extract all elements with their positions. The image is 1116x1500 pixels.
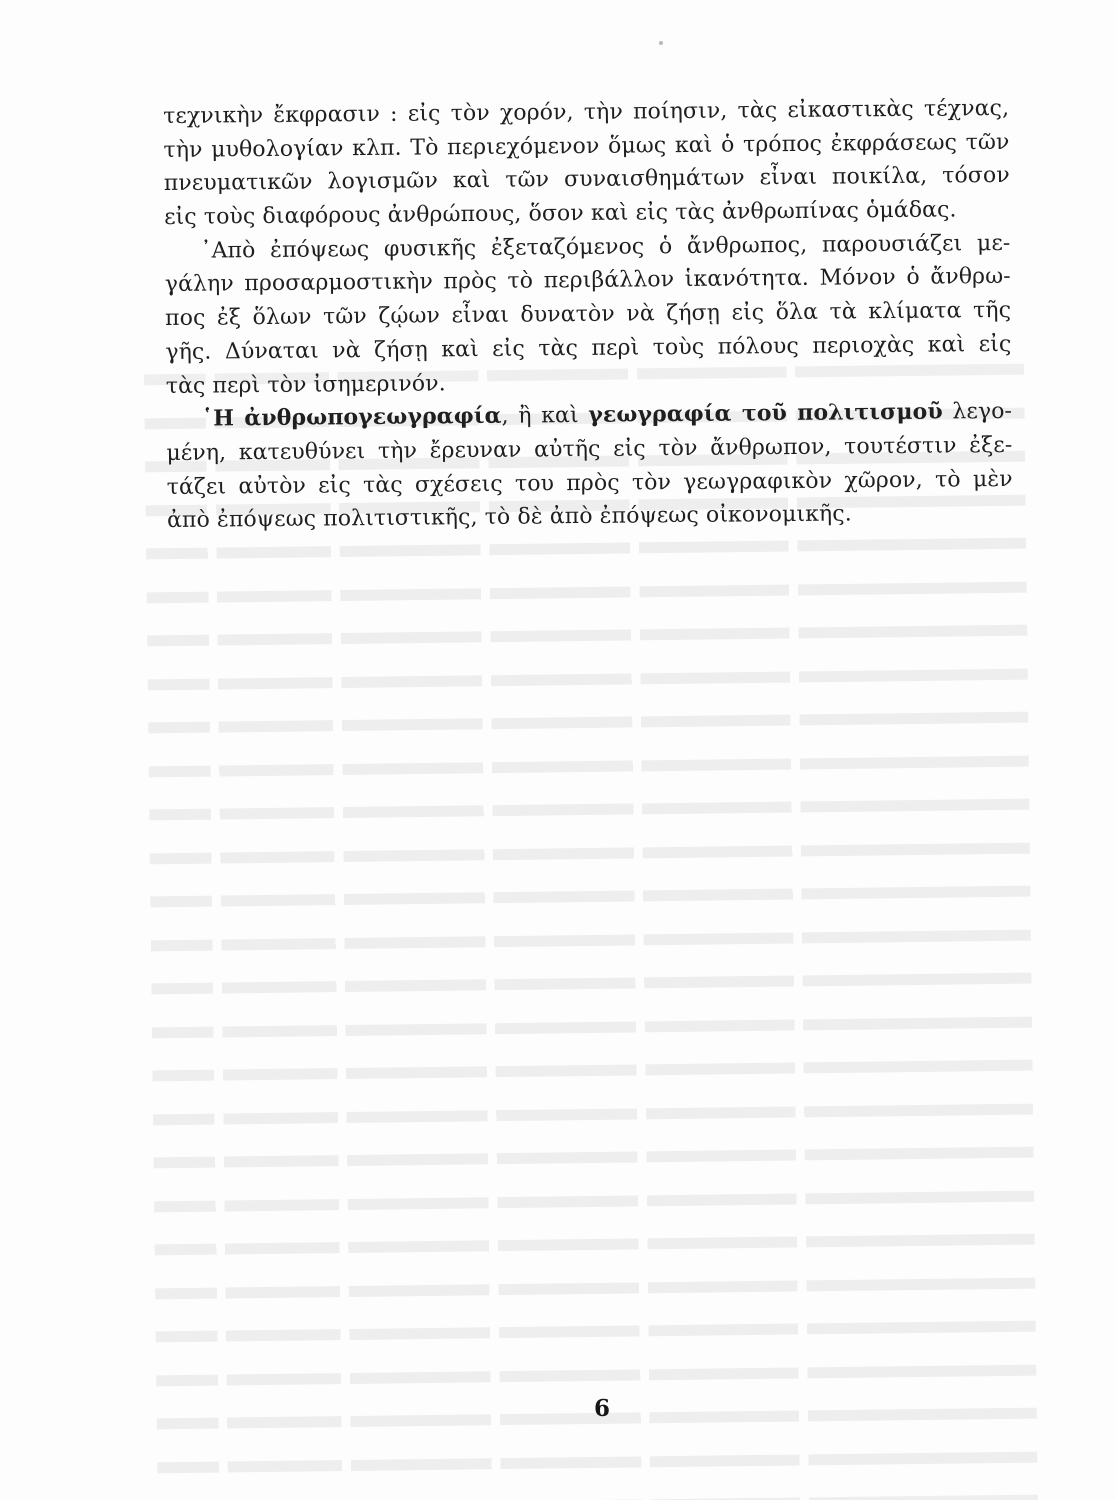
paragraph-3-line-3: τάζει αὐτὸν εἰς τὰς σχέσεις του πρὸς τὸν γεωγραφικὸν χῶρον, τὸ μὲν — [166, 466, 1013, 500]
paragraph-2-line-3: πος ἐξ ὅλων τῶν ζῴων εἶναι δυνατὸν νὰ ζήσῃ εἰς ὅλα τὰ κλίματα τῆς — [164, 297, 1012, 332]
paragraph-2-line-5: τὰς περὶ τὸν ἰσημερινόν. — [165, 370, 446, 399]
paragraph-1-line-3: πνευματικῶν λογισμῶν καὶ τῶν συναισθημάτων εἶναι ποικίλα, τόσον — [163, 163, 1010, 197]
body-text — [163, 92, 1013, 538]
paragraph-2-line-4: γῆς. Δύναται νὰ ζήσῃ καὶ εἰς τὰς περὶ τοὺς πόλους περιοχὰς καὶ εἰς — [165, 331, 1012, 365]
paragraph-3-line-2: μένη, κατευθύνει τὴν ἔρευναν αὐτῆς εἰς τὸν ἄνθρωπον, τουτέστιν ἐξε- — [166, 432, 1013, 466]
paragraph-1-line-1: τεχνικὴν ἔκφρασιν : εἰς τὸν χορόν, τὴν ποίησιν, τὰς εἰκαστικὰς τέχνας, — [163, 95, 1010, 129]
paragraph-3-line-1-end: λεγο- — [942, 399, 1013, 425]
paragraph-3-connector: , ἢ καὶ — [501, 403, 589, 429]
paragraph-1-line-2: τὴν μυθολογίαν κλπ. Τὸ περιεχόμενον ὅμως καὶ ὁ τρόπος ἐκφράσεως τῶν — [163, 129, 1010, 163]
paragraph-1-line-4: εἰς τοὺς διαφόρους ἀνθρώπους, ὅσον καὶ εἰς τὰς ἀνθρωπίνας ὁμάδας. — [164, 197, 957, 231]
paragraph-3-line-4: ἀπὸ ἐπόψεως πολιτιστικῆς, τὸ δὲ ἀπὸ ἐπόψεως οἰκονομικῆς. — [166, 501, 852, 534]
page-number: 6 — [593, 1395, 610, 1422]
ink-dot — [659, 41, 663, 45]
paragraph-2-line-2: γάλην προσαρμοστικὴν πρὸς τὸ περιβάλλον ἱκανότητα. Μόνον ὁ ἄνθρω- — [164, 264, 1011, 298]
bold-term-geography-of-civilization: γεωγραφία τοῦ πολιτισμοῦ — [588, 398, 943, 429]
bold-term-anthropogeography: ῾Η ἀνθρωπογεωγραφία — [201, 402, 502, 432]
paragraph-2-line-1: ᾿Απὸ ἐπόψεως φυσικῆς ἐξεταζόμενος ὁ ἄνθρωπος, παρουσιάζει με- — [200, 230, 1011, 264]
